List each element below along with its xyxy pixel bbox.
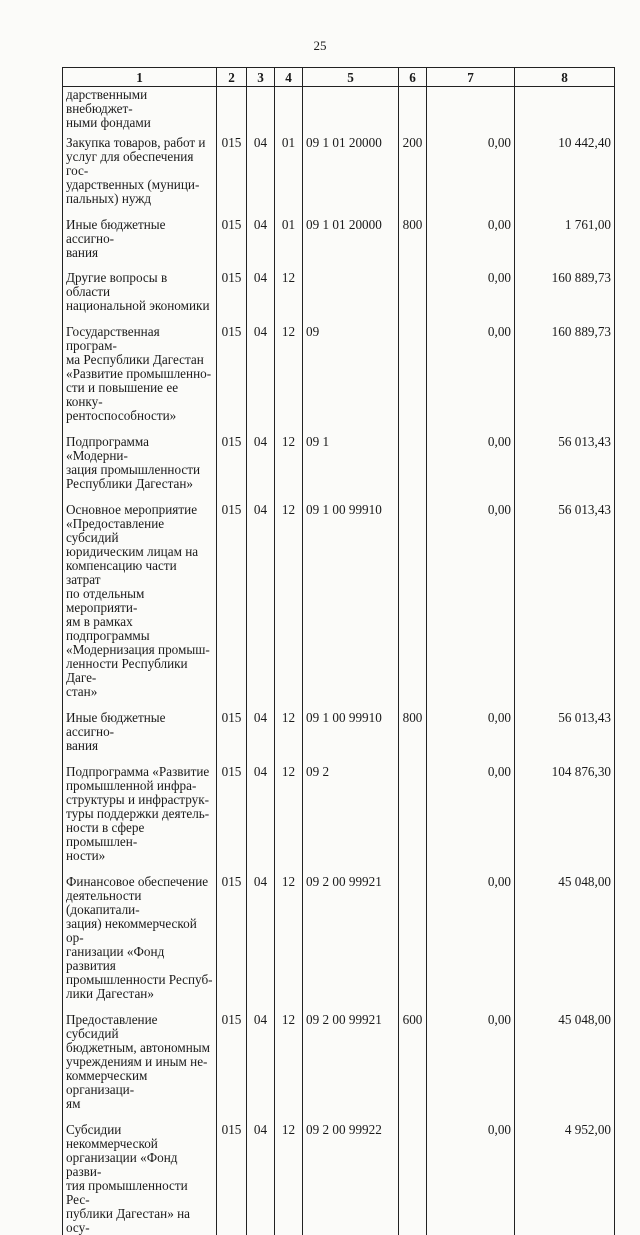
row-subsection: 12 — [275, 325, 303, 435]
table-row — [63, 136, 615, 218]
header-col-4: 4 — [275, 68, 303, 87]
budget-table — [62, 67, 615, 1235]
row-admin-code: 015 — [217, 503, 247, 711]
row-description: Закупка товаров, работ и услуг для обеспечения гос- ударственных (муници- пальных) нужд — [63, 136, 217, 218]
row-description: Основное мероприятие «Предоставление субсидий юридическим лицам на компенсацию части затрат по отдельным мероприяти- ям в рамках подпрограммы «Модернизация промыш- ленности Республики Даге- стан» — [63, 503, 217, 711]
row-expense-type — [399, 435, 427, 503]
row-section: 04 — [247, 765, 275, 875]
row-target-article: 09 1 — [303, 435, 399, 503]
row-target-article: 09 1 00 99910 — [303, 503, 399, 711]
row-admin-code: 015 — [217, 271, 247, 325]
row-description: Иные бюджетные ассигно- вания — [63, 711, 217, 765]
row-admin-code: 015 — [217, 875, 247, 1013]
row-expense-type — [399, 87, 427, 137]
row-admin-code: 015 — [217, 1123, 247, 1235]
row-expense-type: 600 — [399, 1013, 427, 1123]
row-admin-code: 015 — [217, 218, 247, 271]
row-admin-code: 015 — [217, 435, 247, 503]
header-col-3: 3 — [247, 68, 275, 87]
row-target-article — [303, 87, 399, 137]
row-amount-col8: 104 876,30 — [515, 765, 615, 875]
row-expense-type: 200 — [399, 136, 427, 218]
row-admin-code: 015 — [217, 711, 247, 765]
row-target-article: 09 1 01 20000 — [303, 218, 399, 271]
row-section: 04 — [247, 711, 275, 765]
row-description: Государственная програм- ма Республики Дагестан «Развитие промышленно- сти и повышение ее конку- рентоспособности» — [63, 325, 217, 435]
table-row — [63, 875, 615, 1013]
row-amount-col8: 1 761,00 — [515, 218, 615, 271]
row-admin-code: 015 — [217, 765, 247, 875]
header-col-6: 6 — [399, 68, 427, 87]
row-amount-col8 — [515, 87, 615, 137]
table-row — [63, 435, 615, 503]
table-row — [63, 711, 615, 765]
row-section: 04 — [247, 503, 275, 711]
row-target-article: 09 2 00 99922 — [303, 1123, 399, 1235]
header-col-8: 8 — [515, 68, 615, 87]
row-amount-col7: 0,00 — [427, 271, 515, 325]
row-expense-type — [399, 1123, 427, 1235]
row-section: 04 — [247, 325, 275, 435]
row-subsection: 12 — [275, 435, 303, 503]
row-subsection: 12 — [275, 1123, 303, 1235]
row-section: 04 — [247, 875, 275, 1013]
row-amount-col7: 0,00 — [427, 136, 515, 218]
row-subsection — [275, 87, 303, 137]
row-expense-type — [399, 271, 427, 325]
row-description: Подпрограмма «Модерни- зация промышленности Республики Дагестан» — [63, 435, 217, 503]
row-description: Предоставление субсидий бюджетным, автономным учреждениям и иным не- коммерческим организаци- ям — [63, 1013, 217, 1123]
row-subsection: 12 — [275, 711, 303, 765]
row-expense-type — [399, 325, 427, 435]
row-admin-code: 015 — [217, 136, 247, 218]
row-section: 04 — [247, 218, 275, 271]
row-section: 04 — [247, 1123, 275, 1235]
row-amount-col8: 56 013,43 — [515, 503, 615, 711]
row-admin-code — [217, 87, 247, 137]
row-description: Подпрограмма «Развитие промышленной инфра- структуры и инфраструк- туры поддержки деятель- ности в сфере промышлен- ности» — [63, 765, 217, 875]
row-admin-code: 015 — [217, 1013, 247, 1123]
row-target-article: 09 1 01 20000 — [303, 136, 399, 218]
row-target-article: 09 2 — [303, 765, 399, 875]
header-col-7: 7 — [427, 68, 515, 87]
row-description: Субсидии некоммерческой организации «Фонд разви- тия промышленности Рес- публики Дагестан» на осу- — [63, 1123, 217, 1235]
row-amount-col7: 0,00 — [427, 765, 515, 875]
header-col-5: 5 — [303, 68, 399, 87]
row-subsection: 01 — [275, 136, 303, 218]
row-description: Другие вопросы в области национальной экономики — [63, 271, 217, 325]
table-row — [63, 325, 615, 435]
row-amount-col7: 0,00 — [427, 218, 515, 271]
row-amount-col8: 45 048,00 — [515, 875, 615, 1013]
table-row — [63, 218, 615, 271]
row-amount-col8: 160 889,73 — [515, 271, 615, 325]
row-subsection: 12 — [275, 503, 303, 711]
table-row — [63, 1013, 615, 1123]
header-row — [63, 68, 615, 87]
row-amount-col8: 10 442,40 — [515, 136, 615, 218]
row-amount-col7: 0,00 — [427, 503, 515, 711]
row-amount-col8: 160 889,73 — [515, 325, 615, 435]
table-row — [63, 1123, 615, 1235]
table-body — [63, 87, 615, 1235]
row-amount-col8: 56 013,43 — [515, 711, 615, 765]
row-admin-code: 015 — [217, 325, 247, 435]
row-section — [247, 87, 275, 137]
row-subsection: 01 — [275, 218, 303, 271]
row-section: 04 — [247, 1013, 275, 1123]
table-row — [63, 503, 615, 711]
table-row — [63, 765, 615, 875]
row-description: Иные бюджетные ассигно- вания — [63, 218, 217, 271]
header-col-1: 1 — [63, 68, 217, 87]
row-description: дарственными внебюджет- ными фондами — [63, 87, 217, 137]
table-row — [63, 87, 615, 137]
row-amount-col7 — [427, 87, 515, 137]
row-target-article: 09 — [303, 325, 399, 435]
row-amount-col8: 45 048,00 — [515, 1013, 615, 1123]
row-subsection: 12 — [275, 765, 303, 875]
row-section: 04 — [247, 435, 275, 503]
row-subsection: 12 — [275, 271, 303, 325]
table-row — [63, 271, 615, 325]
row-amount-col7: 0,00 — [427, 875, 515, 1013]
row-amount-col8: 56 013,43 — [515, 435, 615, 503]
row-target-article — [303, 271, 399, 325]
row-section: 04 — [247, 136, 275, 218]
row-expense-type — [399, 765, 427, 875]
header-col-2: 2 — [217, 68, 247, 87]
row-amount-col7: 0,00 — [427, 1123, 515, 1235]
row-subsection: 12 — [275, 875, 303, 1013]
row-description: Финансовое обеспечение деятельности (докапитали- зация) некоммерческой ор- ганизации «Фонд развития промышленности Респуб- лики Дагестан» — [63, 875, 217, 1013]
row-amount-col7: 0,00 — [427, 711, 515, 765]
row-expense-type — [399, 875, 427, 1013]
row-amount-col7: 0,00 — [427, 1013, 515, 1123]
row-expense-type: 800 — [399, 218, 427, 271]
row-target-article: 09 1 00 99910 — [303, 711, 399, 765]
row-expense-type: 800 — [399, 711, 427, 765]
row-target-article: 09 2 00 99921 — [303, 875, 399, 1013]
row-amount-col7: 0,00 — [427, 325, 515, 435]
page-number: 25 — [0, 38, 640, 54]
row-section: 04 — [247, 271, 275, 325]
row-target-article: 09 2 00 99921 — [303, 1013, 399, 1123]
row-amount-col7: 0,00 — [427, 435, 515, 503]
row-expense-type — [399, 503, 427, 711]
row-subsection: 12 — [275, 1013, 303, 1123]
row-amount-col8: 4 952,00 — [515, 1123, 615, 1235]
